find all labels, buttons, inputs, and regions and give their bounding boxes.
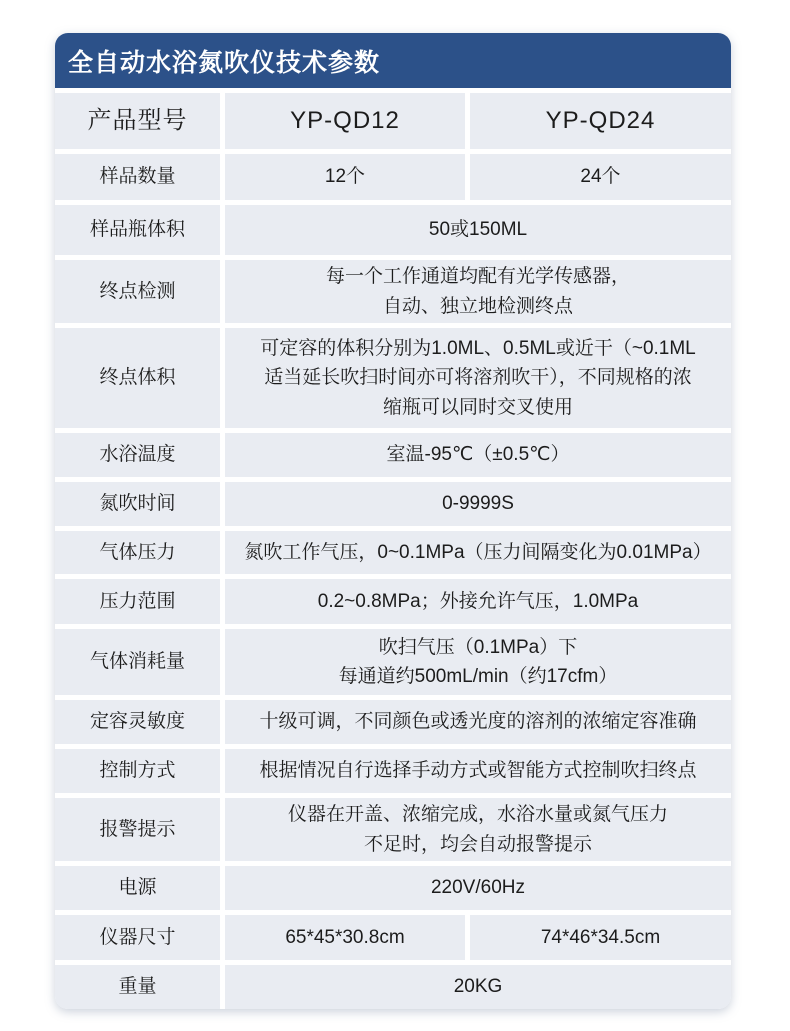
- row-sensitivity: [55, 700, 731, 744]
- spec-card: [55, 33, 731, 1009]
- row-bottle-volume: [55, 205, 731, 255]
- row-endpoint-detection: [55, 260, 731, 323]
- row-label: 报警提示: [55, 798, 220, 861]
- row-label: 水浴温度: [55, 433, 220, 477]
- row-pressure-range: [55, 579, 731, 624]
- row-gas-pressure: [55, 531, 731, 574]
- row-value: [225, 260, 731, 323]
- row-weight: [55, 965, 731, 1009]
- row-label: 仪器尺寸: [55, 915, 220, 960]
- row-value: [225, 798, 731, 861]
- row-value: 氮吹工作气压，0~0.1MPa（压力间隔变化为0.01MPa）: [225, 531, 731, 574]
- row-value: 室温-95℃（±0.5℃）: [225, 433, 731, 477]
- model-1-value: YP-QD12: [225, 93, 465, 149]
- model-1-value: 12个: [225, 154, 465, 200]
- value-line: 适当延长吹扫时间亦可将溶剂吹干），不同规格的浓: [264, 367, 692, 389]
- row-value: 20KG: [225, 965, 731, 1009]
- row-blow-time: [55, 482, 731, 526]
- row-endpoint-volume: [55, 328, 731, 428]
- row-label: 电源: [55, 866, 220, 910]
- value-line: 不足时，均会自动报警提示: [363, 833, 592, 855]
- row-label: 压力范围: [55, 579, 220, 624]
- row-label: 气体压力: [55, 531, 220, 574]
- value-line: 自动、独立地检测终点: [382, 295, 573, 317]
- row-label: 终点体积: [55, 328, 220, 428]
- row-label: 样品瓶体积: [55, 205, 220, 255]
- row-label: 气体消耗量: [55, 629, 220, 695]
- row-power: [55, 866, 731, 910]
- model-2-value: 74*46*34.5cm: [470, 915, 731, 960]
- model-2-value: YP-QD24: [470, 93, 731, 149]
- value-line: 每一个工作通道均配有光学传感器，: [325, 266, 630, 288]
- spec-header: [55, 33, 731, 88]
- row-value: 根据情况自行选择手动方式或智能方式控制吹扫终点: [225, 749, 731, 793]
- value-line: 吹扫气压（0.1MPa）下: [378, 636, 578, 658]
- row-alarm: [55, 798, 731, 861]
- row-value: [225, 629, 731, 695]
- row-value: 十级可调，不同颜色或透光度的溶剂的浓缩定容准确: [225, 700, 731, 744]
- row-value: 0-9999S: [225, 482, 731, 526]
- value-line: 每通道约500mL/min（约17cfm）: [338, 666, 618, 687]
- row-value: [225, 328, 731, 428]
- page-title: 全自动水浴氮吹仪技术参数: [68, 48, 381, 77]
- value-line: 仪器在开盖、浓缩完成，水浴水量或氮气压力: [287, 804, 668, 826]
- row-value: 0.2~0.8MPa；外接允许气压，1.0MPa: [225, 579, 731, 624]
- row-label: 产品型号: [55, 93, 220, 149]
- row-label: 样品数量: [55, 154, 220, 200]
- model-1-value: 65*45*30.8cm: [225, 915, 465, 960]
- row-sample-count: [55, 154, 731, 200]
- row-gas-consumption: [55, 629, 731, 695]
- row-label: 定容灵敏度: [55, 700, 220, 744]
- row-bath-temperature: [55, 433, 731, 477]
- row-label: 重量: [55, 965, 220, 1009]
- value-line: 可定容的体积分别为1.0ML、0.5ML或近干（~0.1ML: [260, 337, 696, 359]
- row-value: 50或150ML: [225, 205, 731, 255]
- row-label: 控制方式: [55, 749, 220, 793]
- model-2-value: 24个: [470, 154, 731, 200]
- row-value: 220V/60Hz: [225, 866, 731, 910]
- row-dimensions: [55, 915, 731, 960]
- row-product-model: [55, 93, 731, 149]
- row-label: 氮吹时间: [55, 482, 220, 526]
- value-line: 缩瓶可以同时交叉使用: [382, 396, 573, 418]
- row-control-mode: [55, 749, 731, 793]
- row-label: 终点检测: [55, 260, 220, 323]
